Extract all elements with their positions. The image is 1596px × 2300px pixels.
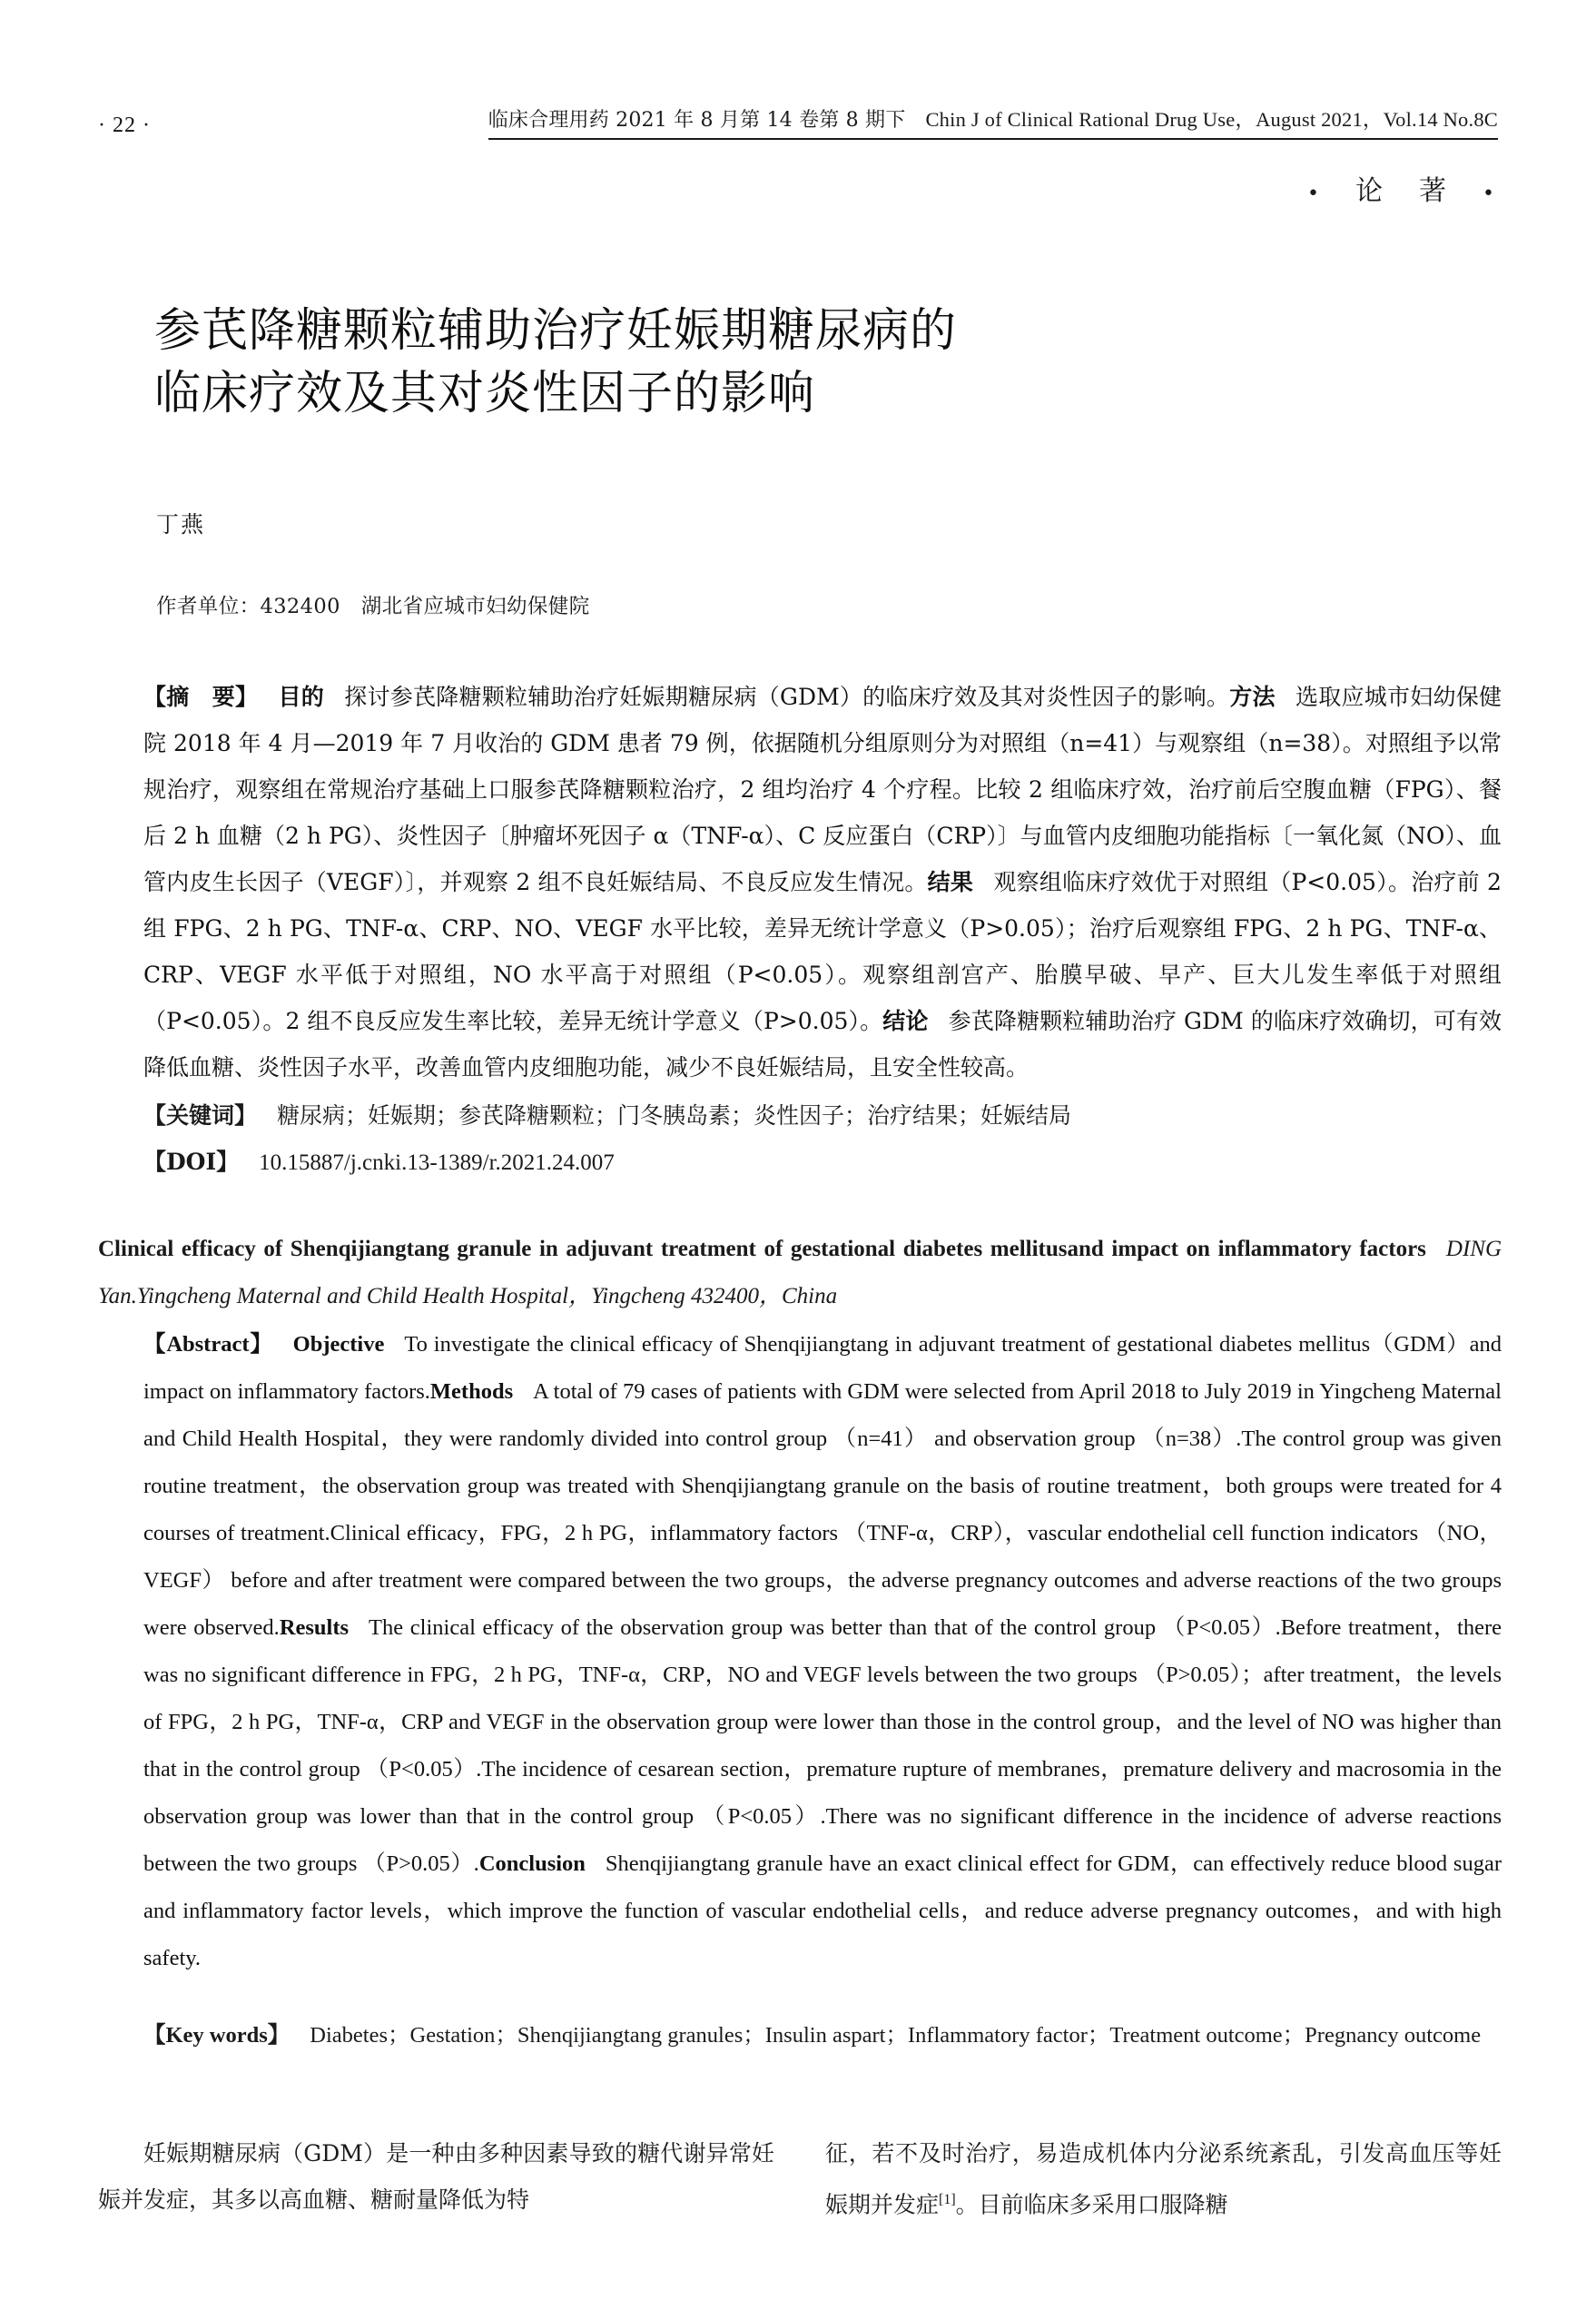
- chinese-abstract-objective-label: 目的: [278, 684, 325, 710]
- chinese-keywords-text: 糖尿病；妊娠期；参芪降糖颗粒；门冬胰岛素；炎性因子；治疗结果；妊娠结局: [277, 1102, 1072, 1129]
- chinese-abstract-results-label: 结果: [927, 869, 974, 895]
- chinese-keywords-label: 【关键词】: [143, 1102, 258, 1129]
- chinese-abstract-results-text: 观察组临床疗效优于对照组（P<0.05）。治疗前 2 组 FPG、2 h PG、TNF-α、CRP、NO、VEGF 水平比较，差异无统计学意义（P>0.05）；治疗后观察组 FPG、2 h PG、TNF-α、CRP、VEGF 水平低于对照组，NO 水平高于对照组（P<0.05）。观察组剖宫产、胎膜早破、早产、巨大儿发生率低于对照组（P<0.05）。2 组不良反应发生率比较，差异无统计学意义（P>0.05）。: [143, 869, 1502, 1034]
- english-abstract-methods-text: A total of 79 cases of patients with GDM were selected from April 2018 to July 2019 in Yingcheng Maternal and Child Health Hospital，they were randomly divided into control group （n=41） and observation group （n=38）.The control group was given routine treatment，the observation group was treated with Shenqijiangtang granule on the basis of routine treatment，both groups were treated for 4 courses of treatment.Clinical efficacy，FPG，2 h PG，inflammatory factors （TNF-α，CRP），vascular endothelial cell function indicators （NO，VEGF） before and after treatment were compared between the two groups，the adverse pregnancy outcomes and adverse reactions of the two groups were observed.: [143, 1379, 1502, 1640]
- article-title: [154, 300, 1443, 426]
- citation-reference-1[interactable]: [1]: [939, 2192, 956, 2207]
- article-title-line-1: 参芪降糖颗粒辅助治疗妊娠期糖尿病的: [154, 304, 958, 358]
- author-affiliation: 作者单位：432400 湖北省应城市妇幼保健院: [156, 595, 590, 618]
- chinese-abstract-conclusion-text: 参芪降糖颗粒辅助治疗 GDM 的临床疗效确切，可有效降低血糖、炎性因子水平，改善血管内皮细胞功能，减少不良妊娠结局，且安全性较高。: [143, 1008, 1502, 1081]
- english-abstract-body: [98, 1321, 1502, 1982]
- doi-label: 【DOI】: [143, 1149, 240, 1175]
- english-abstract-results-text: The clinical efficacy of the observation group was better than that of the control group （P<0.05）.Before treatment，there was no significant difference in FPG，2 h PG，TNF-α，CRP，NO and VEGF levels between the two groups （P>0.05）；after treatment，the levels of FPG，2 h PG，TNF-α，CRP and VEGF in the observation group were lower than those in the control group，and the level of NO was higher than that in the control group （P<0.05）.The incidence of cesarean section，premature rupture of membranes，premature delivery and macrosomia in the observation group was lower than that in the control group （P<0.05）.There was no significant difference in the incidence of adverse reactions between the two groups （P>0.05）.: [143, 1615, 1502, 1876]
- english-affiliation: DING Yan.Yingcheng Maternal and Child Health Hospital，Yingcheng 432400，China: [98, 1237, 1502, 1308]
- body-column-right: [825, 2130, 1502, 2227]
- section-marker-dot-left: •: [1307, 183, 1324, 205]
- article-title-line-2: 临床疗效及其对炎性因子的影响: [154, 367, 816, 421]
- chinese-abstract: [98, 674, 1502, 1091]
- english-abstract-conclusion-label: Conclusion: [478, 1851, 586, 1876]
- section-marker: [1307, 168, 1498, 208]
- english-keywords-label: 【Key words】: [143, 2022, 291, 2048]
- author-name: 丁燕: [156, 511, 206, 538]
- running-head-text: [488, 108, 1498, 131]
- page-folio: · 22 ·: [98, 114, 151, 137]
- section-marker-label-2: 著: [1419, 175, 1451, 207]
- english-keywords-body: [98, 2012, 1502, 2059]
- english-title: [98, 1226, 1502, 1320]
- english-abstract-methods-label: Methods: [429, 1379, 514, 1404]
- english-title-line-2: inflammatory factors: [1217, 1237, 1426, 1261]
- doi-value[interactable]: 10.15887/j.cnki.13-1389/r.2021.24.007: [259, 1150, 615, 1175]
- chinese-abstract-conclusion-label: 结论: [882, 1008, 929, 1034]
- body-columns: [98, 2130, 1502, 2227]
- body-right-paragraph: [825, 2130, 1502, 2227]
- english-keywords: [98, 1989, 1502, 2081]
- running-head-journal-en: Chin J of Clinical Rational Drug Use，August 2021，Vol.14 No.8C: [925, 108, 1498, 131]
- english-keywords-text: Diabetes；Gestation；Shenqijiangtang granules；Insulin aspart；Inflammatory factor；Treatment outcome；Pregnancy outcome: [310, 2022, 1482, 2048]
- section-marker-label-1: 论: [1355, 175, 1387, 207]
- section-marker-dot-right: •: [1483, 183, 1498, 205]
- chinese-abstract-objective-text: 探讨参芪降糖颗粒辅助治疗妊娠期糖尿病（GDM）的临床疗效及其对炎性因子的影响。: [344, 684, 1230, 710]
- english-abstract-conclusion-text: Shenqijiangtang granule have an exact clinical effect for GDM，can effectively reduce blood sugar and inflammatory factor levels，which improve the function of vascular endothelial cells，and reduce adverse pregnancy outcomes，and with high safety.: [143, 1851, 1502, 1970]
- english-abstract-label: 【Abstract】: [143, 1332, 273, 1357]
- chinese-abstract-body: [98, 674, 1502, 1091]
- doi-line: [98, 1139, 1547, 1186]
- english-abstract: [98, 1321, 1502, 1982]
- english-title-line-1: Clinical efficacy of Shenqijiangtang granule in adjuvant treatment of gestational diabetes mellitusand impact on: [98, 1237, 1210, 1261]
- chinese-abstract-methods-text: 选取应城市妇幼保健院 2018 年 4 月—2019 年 7 月收治的 GDM 患者 79 例，依据随机分组原则分为对照组（n=41）与观察组（n=38）。对照组予以常规治疗，观察组在常规治疗基础上口服参芪降糖颗粒治疗，2 组均治疗 4 个疗程。比较 2 组临床疗效，治疗前后空腹血糖（FPG）、餐后 2 h 血糖（2 h PG）、炎性因子〔肿瘤坏死因子 α（TNF-α）、C 反应蛋白（CRP）〕与血管内皮细胞功能指标〔一氧化氮（NO）、血管内皮生长因子（VEGF）〕，并观察 2 组不良妊娠结局、不良反应发生情况。: [143, 684, 1502, 895]
- chinese-keywords: [98, 1092, 1547, 1139]
- english-abstract-results-label: Results: [279, 1615, 350, 1640]
- body-column-left: [98, 2130, 774, 2227]
- chinese-abstract-methods-label: 方法: [1229, 684, 1276, 710]
- running-head-rule: [488, 104, 1498, 140]
- body-right-text-2: 。目前临床多采用口服降糖: [955, 2191, 1228, 2218]
- body-right-text-1: 征，若不及时治疗，易造成机体内分泌系统紊乱，引发高血压等妊娠期并发症: [825, 2140, 1502, 2218]
- running-head-journal-cn: 临床合理用药 2021 年 8 月第 14 卷第 8 期下: [488, 109, 906, 132]
- english-abstract-objective-text: To investigate the clinical efficacy of Shenqijiangtang in adjuvant treatment of gestational diabetes mellitus（GDM）and impact on inflammatory factors.: [143, 1332, 1502, 1404]
- running-head: [98, 98, 1498, 140]
- chinese-abstract-label: 【摘 要】: [143, 684, 259, 710]
- english-abstract-objective-label: Objective: [292, 1332, 385, 1357]
- body-left-paragraph: 妊娠期糖尿病（GDM）是一种由多种因素导致的糖代谢异常妊娠并发症，其多以高血糖、糖耐量降低为特: [98, 2140, 774, 2213]
